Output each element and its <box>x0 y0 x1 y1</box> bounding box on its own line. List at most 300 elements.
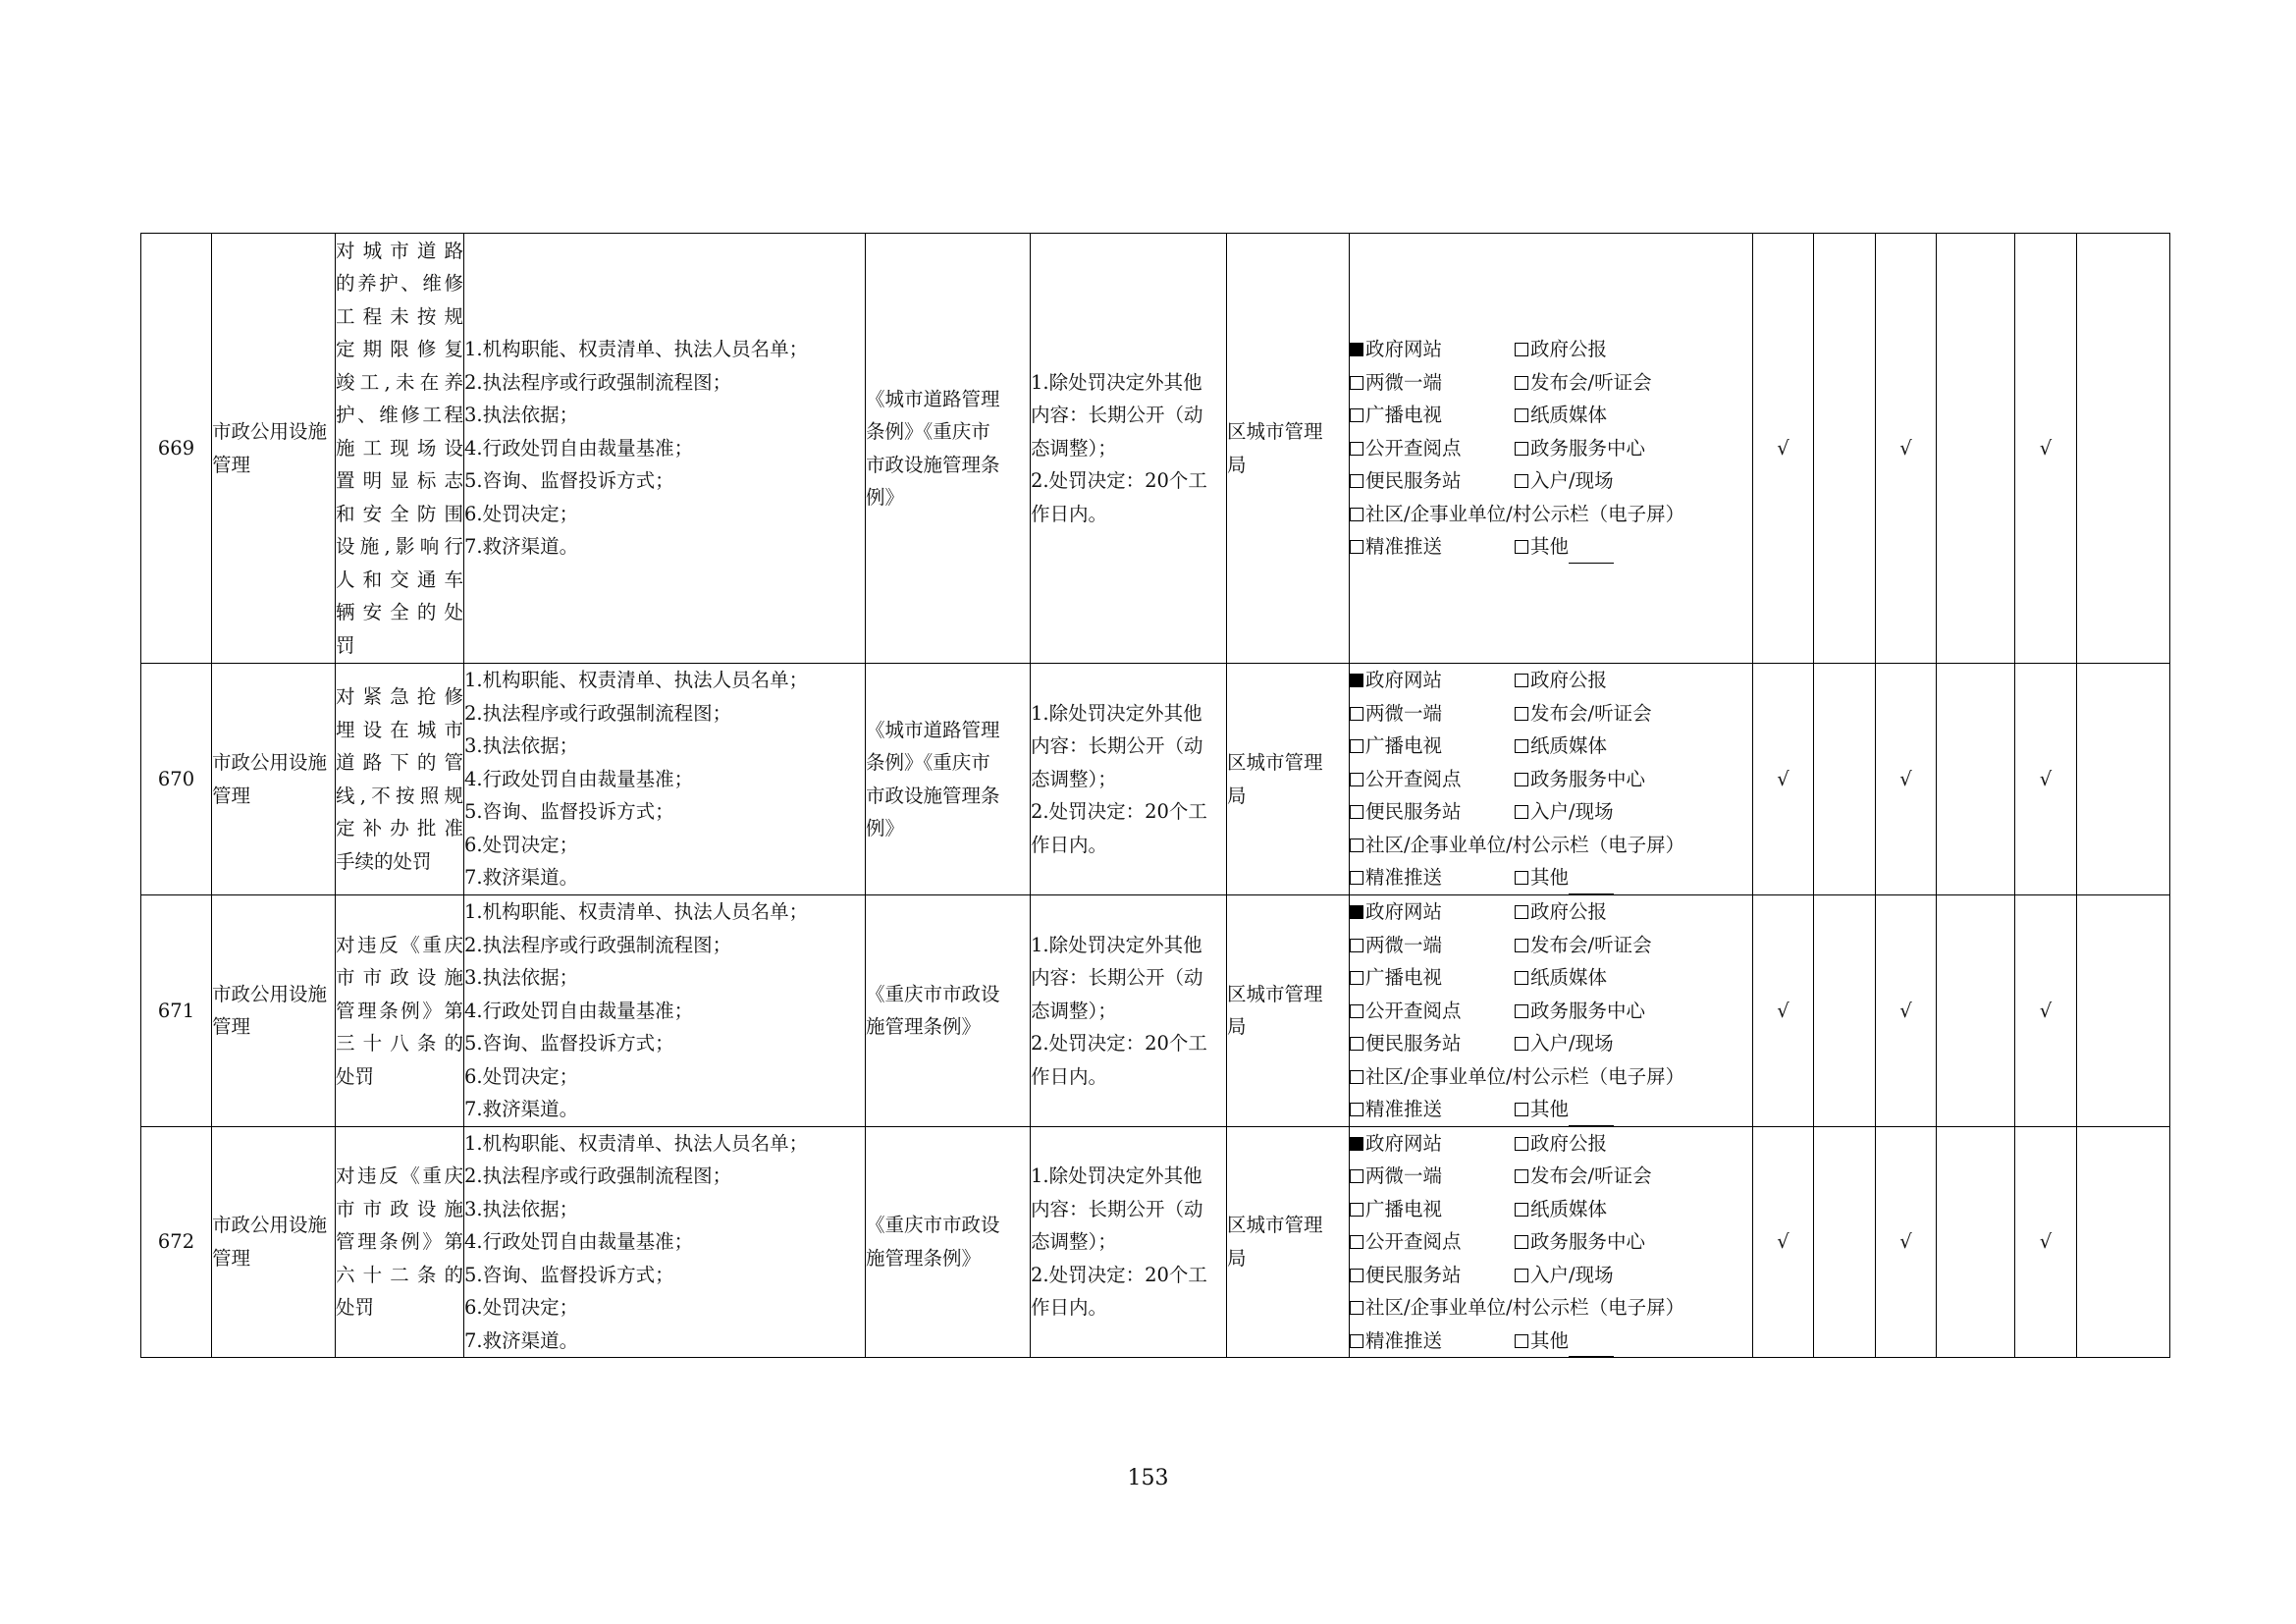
channel-label: 广播电视 <box>1365 404 1443 427</box>
channel-label: 政府公报 <box>1530 338 1608 361</box>
checkbox-icon[interactable] <box>1350 839 1363 852</box>
check-cell <box>2077 234 2170 664</box>
item-line: 人和交通车 <box>336 568 463 591</box>
timeline-line: 2.处罚决定：20个工 <box>1031 469 1207 493</box>
checkbox-icon[interactable] <box>1350 1334 1363 1348</box>
channel-option-bulletin-board[interactable] <box>1350 498 1684 531</box>
table-row <box>141 234 2170 664</box>
checkbox-icon[interactable] <box>1515 1269 1528 1282</box>
timeline-line: 作日内。 <box>1031 1064 1108 1088</box>
category-cell <box>212 234 336 664</box>
checkbox-icon[interactable] <box>1515 540 1528 554</box>
channel-option-service-center[interactable] <box>1515 1225 1645 1259</box>
checkbox-icon[interactable] <box>1515 1334 1528 1348</box>
timeline-line: 态调整）； <box>1031 1230 1117 1253</box>
subject-cell <box>1227 234 1350 664</box>
subject-line: 区城市管理 <box>1227 1214 1323 1237</box>
channel-label: 社区/企事业单位/村公示栏（电子屏） <box>1365 1296 1685 1319</box>
checkbox-icon[interactable] <box>1515 871 1528 885</box>
channel-row <box>1350 795 1752 829</box>
channel-option-gov-gazette[interactable] <box>1515 664 1607 697</box>
table-body <box>141 234 2170 1358</box>
basis-line: 例》 <box>866 817 905 839</box>
channel-option-public-reading-point[interactable] <box>1350 1225 1515 1259</box>
channel-row <box>1350 432 1752 465</box>
channel-option-press-hearing[interactable] <box>1515 1160 1652 1193</box>
channel-label: 便民服务站 <box>1365 469 1462 493</box>
channel-row <box>1350 366 1752 400</box>
channel-option-press-hearing[interactable] <box>1515 929 1652 962</box>
timeline-line: 内容：长期公开（动 <box>1031 404 1203 427</box>
checkbox-icon[interactable] <box>1515 739 1528 753</box>
timeline-line: 2.处罚决定：20个工 <box>1031 1032 1207 1055</box>
channel-row <box>1350 829 1752 862</box>
checkbox-icon[interactable] <box>1515 1137 1528 1151</box>
item-line: 设施,影响行 <box>336 535 463 559</box>
checkbox-icon[interactable] <box>1350 674 1363 687</box>
content-line: 4.行政处罚自由裁量基准； <box>464 767 694 790</box>
checkbox-icon[interactable] <box>1350 739 1363 753</box>
timeline-line: 1.除处罚决定外其他 <box>1031 701 1202 725</box>
channel-label: 社区/企事业单位/村公示栏（电子屏） <box>1365 502 1685 525</box>
content-line: 5.咨询、监督投诉方式； <box>464 1032 674 1055</box>
checkbox-icon[interactable] <box>1350 1103 1363 1116</box>
row-number: 672 <box>157 1230 195 1253</box>
content-line: 5.咨询、监督投诉方式； <box>464 1263 674 1286</box>
content-line: 6.处罚决定； <box>464 502 579 525</box>
channel-label: 政务服务中心 <box>1530 999 1646 1022</box>
channel-label: 入户/现场 <box>1530 1032 1614 1055</box>
channel-label: 精准推送 <box>1365 866 1443 890</box>
timeline-line: 态调整）； <box>1031 436 1117 460</box>
checkbox-icon[interactable] <box>1350 707 1363 721</box>
channel-option-other[interactable] <box>1515 861 1614 894</box>
timeline-line: 作日内。 <box>1031 1296 1108 1319</box>
item-line: 处罚 <box>336 1296 375 1319</box>
checkbox-icon[interactable] <box>1515 707 1528 721</box>
checkbox-icon[interactable] <box>1350 1235 1363 1249</box>
channel-option-precise-push[interactable] <box>1350 1093 1515 1126</box>
timeline-line: 态调整）； <box>1031 767 1117 790</box>
channel-label: 发布会/听证会 <box>1530 933 1652 956</box>
item-line: 六十二条的 <box>336 1263 463 1286</box>
channel-label: 便民服务站 <box>1365 1263 1462 1286</box>
channel-option-press-hearing[interactable] <box>1515 697 1652 731</box>
channel-option-service-station[interactable] <box>1350 795 1515 829</box>
content-line: 5.咨询、监督投诉方式； <box>464 469 674 493</box>
channel-label: 公开查阅点 <box>1365 999 1462 1022</box>
channel-option-bulletin-board[interactable] <box>1350 1291 1684 1325</box>
row-number-cell <box>141 895 212 1127</box>
channel-label: 广播电视 <box>1365 1197 1443 1220</box>
item-line: 和安全防围 <box>336 502 463 525</box>
channel-option-two-micro-one-end[interactable] <box>1350 929 1515 962</box>
check-cell <box>1876 664 1937 895</box>
timeline-line: 1.除处罚决定外其他 <box>1031 933 1202 956</box>
channel-option-print-media[interactable] <box>1515 730 1607 763</box>
channel-option-press-hearing[interactable] <box>1515 366 1652 400</box>
channel-option-print-media[interactable] <box>1515 961 1607 995</box>
content-cell <box>464 234 866 664</box>
checkbox-icon[interactable] <box>1515 773 1528 786</box>
channel-label: 公开查阅点 <box>1365 436 1462 460</box>
channel-row <box>1350 1259 1752 1292</box>
table-row <box>141 895 2170 1127</box>
channels-cell <box>1350 1126 1753 1358</box>
check-mark: √ <box>1777 999 1789 1022</box>
channel-row <box>1350 1060 1752 1094</box>
channel-option-radio-tv[interactable] <box>1350 1193 1515 1226</box>
channel-row <box>1350 530 1752 564</box>
channel-option-precise-push[interactable] <box>1350 1325 1515 1358</box>
check-cell <box>2077 895 2170 1127</box>
basis-line: 《城市道路管理 <box>866 387 1000 410</box>
content-line: 3.执法依据； <box>464 404 579 427</box>
check-mark: √ <box>1899 436 1912 460</box>
item-cell <box>336 234 464 664</box>
checkbox-icon[interactable] <box>1350 540 1363 554</box>
channel-row <box>1350 1325 1752 1358</box>
basis-line: 条例》《重庆市 <box>866 420 990 443</box>
check-mark: √ <box>1777 1230 1789 1253</box>
channel-option-gov-website[interactable] <box>1350 664 1515 697</box>
table-row <box>141 664 2170 895</box>
channel-label: 社区/企事业单位/村公示栏（电子屏） <box>1365 833 1685 856</box>
checkbox-icon[interactable] <box>1515 1203 1528 1217</box>
channel-option-radio-tv[interactable] <box>1350 399 1515 432</box>
checkbox-icon[interactable] <box>1350 939 1363 952</box>
channel-option-precise-push[interactable] <box>1350 530 1515 564</box>
row-number-cell <box>141 1126 212 1358</box>
check-cell <box>2015 234 2077 664</box>
timeline-cell <box>1031 1126 1227 1358</box>
channel-option-other[interactable] <box>1515 1093 1614 1126</box>
other-blank-line <box>1569 1108 1614 1126</box>
basis-line: 《城市道路管理 <box>866 718 1000 741</box>
basis-cell <box>866 895 1031 1127</box>
channel-row <box>1350 1225 1752 1259</box>
content-line: 4.行政处罚自由裁量基准； <box>464 1230 694 1253</box>
channel-option-service-station[interactable] <box>1350 1259 1515 1292</box>
content-line: 7.救济渠道。 <box>464 535 579 559</box>
timeline-line: 作日内。 <box>1031 833 1108 856</box>
check-cell <box>2015 1126 2077 1358</box>
channel-option-print-media[interactable] <box>1515 1193 1607 1226</box>
channel-option-other[interactable] <box>1515 530 1614 564</box>
channel-label: 纸质媒体 <box>1530 966 1608 989</box>
checkbox-icon[interactable] <box>1515 376 1528 390</box>
channel-label: 其他 <box>1530 1098 1570 1120</box>
content-line: 1.机构职能、权责清单、执法人员名单； <box>464 1131 809 1155</box>
checkbox-icon[interactable] <box>1515 1169 1528 1183</box>
channel-row <box>1350 333 1752 366</box>
channel-row <box>1350 763 1752 796</box>
checkbox-icon[interactable] <box>1350 905 1363 919</box>
channel-label: 精准推送 <box>1365 535 1443 559</box>
timeline-line: 1.除处罚决定外其他 <box>1031 370 1202 394</box>
basis-cell <box>866 1126 1031 1358</box>
item-line: 施工现场设 <box>336 436 463 460</box>
item-line: 罚 <box>336 633 355 657</box>
check-cell <box>1937 664 2015 895</box>
content-line: 6.处罚决定； <box>464 833 579 856</box>
channel-option-two-micro-one-end[interactable] <box>1350 366 1515 400</box>
subject-line: 区城市管理 <box>1227 420 1323 443</box>
channel-option-gov-gazette[interactable] <box>1515 333 1607 366</box>
checkbox-icon[interactable] <box>1350 376 1363 390</box>
checkbox-icon[interactable] <box>1350 1137 1363 1151</box>
check-cell <box>1753 895 1814 1127</box>
timeline-line: 1.除处罚决定外其他 <box>1031 1164 1202 1187</box>
check-cell <box>1876 1126 1937 1358</box>
other-blank-line <box>1569 1338 1614 1357</box>
check-cell <box>2077 1126 2170 1358</box>
channel-option-precise-push[interactable] <box>1350 861 1515 894</box>
channel-label: 入户/现场 <box>1530 800 1614 824</box>
item-cell <box>336 664 464 895</box>
channel-option-gov-gazette[interactable] <box>1515 895 1607 929</box>
channel-label: 两微一端 <box>1365 370 1443 394</box>
channel-label: 政府网站 <box>1365 338 1443 361</box>
checkbox-icon[interactable] <box>1515 971 1528 985</box>
checkbox-icon[interactable] <box>1350 773 1363 786</box>
basis-line: 施管理条例》 <box>866 1246 982 1270</box>
channel-option-gov-website[interactable] <box>1350 1127 1515 1161</box>
category-cell <box>212 895 336 1127</box>
channel-row <box>1350 498 1752 531</box>
check-cell <box>1937 1126 2015 1358</box>
subject-line: 区城市管理 <box>1227 751 1323 774</box>
channel-label: 发布会/听证会 <box>1530 701 1652 725</box>
timeline-line: 内容：长期公开（动 <box>1031 734 1203 758</box>
channel-row <box>1350 697 1752 731</box>
channel-option-radio-tv[interactable] <box>1350 730 1515 763</box>
other-blank-line <box>1569 545 1614 564</box>
item-line: 的养护、维修 <box>336 272 463 296</box>
checkbox-icon[interactable] <box>1515 805 1528 819</box>
checkbox-icon[interactable] <box>1350 442 1363 456</box>
content-line: 1.机构职能、权责清单、执法人员名单； <box>464 900 809 923</box>
checkbox-icon[interactable] <box>1515 1235 1528 1249</box>
check-mark: √ <box>1777 767 1789 790</box>
content-line: 2.执法程序或行政强制流程图； <box>464 933 732 956</box>
item-line: 对违反《重庆 <box>336 1164 463 1187</box>
checkbox-icon[interactable] <box>1515 905 1528 919</box>
item-line: 手续的处罚 <box>336 849 432 873</box>
content-line: 1.机构职能、权责清单、执法人员名单； <box>464 669 809 692</box>
channel-label: 其他 <box>1530 1328 1570 1352</box>
checkbox-icon[interactable] <box>1515 939 1528 952</box>
item-line: 对违反《重庆 <box>336 933 463 956</box>
content-line: 3.执法依据； <box>464 734 579 758</box>
item-line: 定补办批准 <box>336 817 463 839</box>
channel-option-other[interactable] <box>1515 1325 1614 1358</box>
check-cell <box>1814 234 1876 664</box>
checkbox-icon[interactable] <box>1350 971 1363 985</box>
content-line: 6.处罚决定； <box>464 1064 579 1088</box>
check-cell <box>1753 234 1814 664</box>
category-cell <box>212 664 336 895</box>
checkbox-icon[interactable] <box>1350 1301 1363 1315</box>
check-mark: √ <box>1899 1230 1912 1253</box>
channel-row <box>1350 1193 1752 1226</box>
channel-option-service-station[interactable] <box>1350 464 1515 498</box>
channel-row <box>1350 895 1752 929</box>
checkbox-icon[interactable] <box>1350 474 1363 488</box>
channel-label: 两微一端 <box>1365 1164 1443 1187</box>
channel-option-gov-website[interactable] <box>1350 895 1515 929</box>
check-cell <box>2077 664 2170 895</box>
channel-label: 政府网站 <box>1365 1131 1443 1155</box>
channel-row <box>1350 730 1752 763</box>
checkbox-icon[interactable] <box>1515 343 1528 356</box>
basis-line: 条例》《重庆市 <box>866 751 990 774</box>
channel-label: 政务服务中心 <box>1530 767 1646 790</box>
checkbox-icon[interactable] <box>1515 408 1528 422</box>
channel-label: 入户/现场 <box>1530 469 1614 493</box>
checkbox-icon[interactable] <box>1350 871 1363 885</box>
item-line: 三十八条的 <box>336 1032 463 1055</box>
checkbox-icon[interactable] <box>1515 674 1528 687</box>
channel-label: 政务服务中心 <box>1530 1230 1646 1253</box>
channel-option-public-reading-point[interactable] <box>1350 995 1515 1028</box>
check-mark: √ <box>2039 767 2053 790</box>
channel-label: 公开查阅点 <box>1365 1230 1462 1253</box>
channel-label: 政务服务中心 <box>1530 436 1646 460</box>
check-cell <box>1876 234 1937 664</box>
basis-cell <box>866 234 1031 664</box>
basis-line: 市政设施管理条 <box>866 784 1000 807</box>
checkbox-icon[interactable] <box>1350 1269 1363 1282</box>
other-blank-line <box>1569 876 1614 894</box>
item-line: 管理条例》第 <box>336 1230 463 1253</box>
checkbox-icon[interactable] <box>1515 442 1528 456</box>
item-line: 管理条例》第 <box>336 999 463 1022</box>
checkbox-icon[interactable] <box>1515 1103 1528 1116</box>
channel-row <box>1350 961 1752 995</box>
check-cell <box>1814 895 1876 1127</box>
category-text: 市政公用设施管理 <box>212 982 328 1039</box>
channel-label: 精准推送 <box>1365 1328 1443 1352</box>
channel-option-door-to-door[interactable] <box>1515 1027 1614 1060</box>
subject-cell <box>1227 895 1350 1127</box>
checkbox-icon[interactable] <box>1515 474 1528 488</box>
content-line: 7.救济渠道。 <box>464 1328 579 1352</box>
content-line: 7.救济渠道。 <box>464 866 579 890</box>
channel-option-service-center[interactable] <box>1515 763 1645 796</box>
channel-label: 政府网站 <box>1365 669 1443 692</box>
checkbox-icon[interactable] <box>1350 1037 1363 1051</box>
channel-option-door-to-door[interactable] <box>1515 464 1614 498</box>
item-line: 市市政设施 <box>336 1197 463 1220</box>
channel-option-print-media[interactable] <box>1515 399 1607 432</box>
timeline-line: 内容：长期公开（动 <box>1031 966 1203 989</box>
channel-option-door-to-door[interactable] <box>1515 1259 1614 1292</box>
item-line: 线,不按照规 <box>336 784 463 807</box>
channel-option-public-reading-point[interactable] <box>1350 432 1515 465</box>
category-text: 市政公用设施管理 <box>212 1214 328 1270</box>
channel-option-public-reading-point[interactable] <box>1350 763 1515 796</box>
channel-option-radio-tv[interactable] <box>1350 961 1515 995</box>
subject-line: 局 <box>1227 784 1247 807</box>
checkbox-icon[interactable] <box>1350 1169 1363 1183</box>
subject-line: 区城市管理 <box>1227 982 1323 1005</box>
checkbox-icon[interactable] <box>1350 805 1363 819</box>
channel-row <box>1350 1291 1752 1325</box>
checkbox-icon[interactable] <box>1350 408 1363 422</box>
channel-label: 便民服务站 <box>1365 1032 1462 1055</box>
basis-line: 例》 <box>866 486 905 509</box>
check-mark: √ <box>1899 999 1912 1022</box>
content-cell <box>464 664 866 895</box>
channel-option-gov-gazette[interactable] <box>1515 1127 1607 1161</box>
channel-row <box>1350 1093 1752 1126</box>
check-mark: √ <box>2039 999 2053 1022</box>
timeline-line: 作日内。 <box>1031 502 1108 525</box>
content-cell <box>464 895 866 1127</box>
item-line: 道路下的管 <box>336 751 463 774</box>
channel-row <box>1350 1160 1752 1193</box>
row-number: 671 <box>157 999 195 1022</box>
channel-option-door-to-door[interactable] <box>1515 795 1614 829</box>
content-cell <box>464 1126 866 1358</box>
channel-label: 发布会/听证会 <box>1530 370 1652 394</box>
content-line: 4.行政处罚自由裁量基准； <box>464 999 694 1022</box>
checkbox-icon[interactable] <box>1350 343 1363 356</box>
timeline-cell <box>1031 234 1227 664</box>
checkbox-icon[interactable] <box>1350 1004 1363 1018</box>
channel-label: 广播电视 <box>1365 966 1443 989</box>
item-line: 对紧急抢修 <box>336 685 463 708</box>
channel-option-bulletin-board[interactable] <box>1350 1060 1684 1094</box>
check-cell <box>2015 664 2077 895</box>
check-cell <box>1937 234 2015 664</box>
channel-row <box>1350 1027 1752 1060</box>
channel-label: 其他 <box>1530 535 1570 559</box>
checkbox-icon[interactable] <box>1515 1004 1528 1018</box>
channel-option-two-micro-one-end[interactable] <box>1350 697 1515 731</box>
channel-option-bulletin-board[interactable] <box>1350 829 1684 862</box>
content-line: 6.处罚决定； <box>464 1296 579 1319</box>
channel-label: 其他 <box>1530 866 1570 890</box>
channel-option-two-micro-one-end[interactable] <box>1350 1160 1515 1193</box>
check-mark: √ <box>2039 1230 2053 1253</box>
table-row <box>141 1126 2170 1358</box>
channel-label: 社区/企事业单位/村公示栏（电子屏） <box>1365 1064 1685 1088</box>
checkbox-icon[interactable] <box>1350 1070 1363 1084</box>
channel-label: 两微一端 <box>1365 933 1443 956</box>
channel-option-gov-website[interactable] <box>1350 333 1515 366</box>
channel-option-service-center[interactable] <box>1515 432 1645 465</box>
checkbox-icon[interactable] <box>1350 1203 1363 1217</box>
channels-cell <box>1350 664 1753 895</box>
page-number: 153 <box>1127 1466 1169 1490</box>
checkbox-icon[interactable] <box>1350 508 1363 521</box>
item-line: 埋设在城市 <box>336 718 463 741</box>
basis-line: 施管理条例》 <box>866 1015 982 1039</box>
row-number: 670 <box>157 767 195 790</box>
channel-option-service-station[interactable] <box>1350 1027 1515 1060</box>
channel-option-service-center[interactable] <box>1515 995 1645 1028</box>
channels-cell <box>1350 895 1753 1127</box>
row-number-cell <box>141 234 212 664</box>
channel-row <box>1350 464 1752 498</box>
channel-row <box>1350 861 1752 894</box>
subject-line: 局 <box>1227 1015 1247 1039</box>
channel-label: 政府网站 <box>1365 900 1443 923</box>
check-cell <box>2015 895 2077 1127</box>
checkbox-icon[interactable] <box>1515 1037 1528 1051</box>
